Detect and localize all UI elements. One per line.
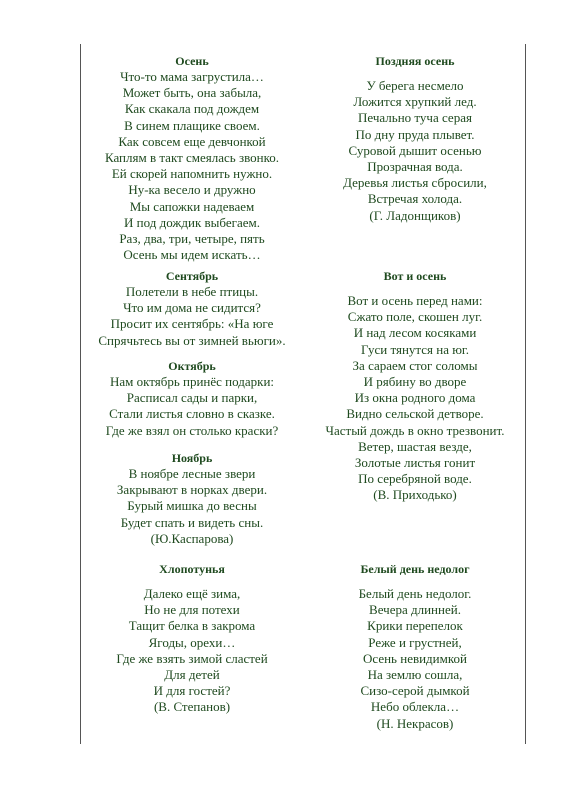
poem-line: В ноябре лесные звери (128, 466, 256, 481)
poem-hlopotunya (86, 561, 298, 716)
poem-line: Осень невидимкой (363, 650, 467, 666)
poem-line: Для детей (164, 667, 220, 683)
poem-line: Спрячьтесь вы от зимней вьюги». (98, 332, 286, 348)
poem-line: У берега несмело (366, 78, 464, 93)
poem-line: Частый дождь в окно трезвонит. (325, 422, 505, 438)
poem-line: Сжато поле, скошен луг. (347, 309, 483, 325)
poem-line: По серебряной воде. (358, 471, 472, 487)
poem-line: Вечера длинней. (369, 602, 461, 618)
poem-line: Закрывают в норках двери. (116, 482, 268, 498)
poem-line: Просит их сентябрь: «На юге (110, 316, 274, 332)
poem-line: И рябину во дворе (363, 374, 467, 390)
poem-line: Ну-ка весело и дружно (128, 182, 256, 198)
poem-line: Встречая холода. (367, 191, 463, 207)
poem-sentyabr (86, 268, 298, 349)
poem-osen (86, 53, 298, 263)
poem-line: Деревья листья сбросили, (343, 175, 487, 191)
poem-line: Что им дома не сидится? (123, 300, 261, 316)
poem-line: И под дождик выбегаем. (124, 214, 260, 230)
poem-lines (308, 293, 522, 504)
poem-line: Ветер, шастая везде, (358, 438, 472, 454)
poem-line: Белый день недолог. (358, 586, 472, 601)
poem-line: И для гостей? (153, 683, 231, 699)
poem-line: Полетели в небе птицы. (125, 284, 259, 299)
poem-line: Видно сельской детворе. (346, 406, 484, 422)
poem-title: Хлопотунья (159, 562, 225, 576)
poem-line: Тащит белка в закрома (128, 618, 256, 634)
poem-line: Далеко ещё зима, (143, 586, 241, 601)
poem-line: Ей скорей напомнить нужно. (111, 166, 273, 182)
poem-lines (86, 586, 298, 716)
poem-title: Осень (175, 54, 209, 68)
poem-line: Нам октябрь принёс подарки: (109, 374, 275, 389)
poem-line: По дну пруда плывет. (355, 126, 475, 142)
poem-line: Мы сапожки надеваем (129, 198, 255, 214)
poem-line: (В. Степанов) (153, 699, 231, 715)
poem-line: Печально туча серая (358, 110, 472, 126)
poem-bely-den-nedolog (308, 561, 522, 732)
poem-line: Небо облекла… (370, 699, 460, 715)
poem-oktyabr (86, 358, 298, 439)
poem-line: Расписал сады и парки, (126, 390, 258, 406)
poem-line: Стали листья словно в сказке. (109, 406, 275, 422)
poem-line: За сараем стог соломы (352, 357, 478, 373)
poem-line: Как совсем еще девчонкой (118, 133, 266, 149)
poem-line: Где же взял он столько краски? (105, 422, 279, 438)
poem-vot-i-osen (308, 268, 522, 504)
poem-line: Из окна родного дома (354, 390, 476, 406)
poem-lines (86, 284, 298, 349)
poem-line: Может быть, она забыла, (122, 85, 262, 101)
poem-line: В синем плащике своем. (124, 117, 260, 133)
poem-line: Сизо-серой дымкой (360, 683, 470, 699)
poem-title: Вот и осень (383, 269, 447, 283)
poem-line: И над лесом косяками (353, 325, 477, 341)
poem-line: (Ю.Каспарова) (150, 530, 234, 546)
poem-line: На землю сошла, (367, 667, 463, 683)
poem-line: Бурый мишка до весны (127, 498, 257, 514)
poem-line: Ложится хрупкий лед. (353, 94, 477, 110)
poem-line: (Н. Некрасов) (376, 715, 454, 731)
poem-line: Вот и осень перед нами: (347, 293, 483, 308)
poem-title: Белый день недолог (360, 562, 470, 576)
poem-noyabr (86, 450, 298, 547)
poem-title: Октябрь (168, 359, 216, 373)
poem-lines (86, 374, 298, 439)
poem-title: Ноябрь (171, 451, 213, 465)
poem-line: Раз, два, три, четыре, пять (119, 231, 265, 247)
poem-line: Гуси тянутся на юг. (360, 341, 470, 357)
poem-line: Золотые листья гонит (354, 455, 476, 471)
poem-line: Прозрачная вода. (367, 159, 463, 175)
poem-line: Как скакала под дождем (124, 101, 260, 117)
poem-lines (308, 586, 522, 732)
poem-line: Каплям в такт смеялась звонко. (104, 150, 280, 166)
poem-lines (308, 78, 522, 224)
poem-line: (Г. Ладонщиков) (369, 207, 461, 223)
poem-line: Осень мы идем искать… (123, 247, 261, 263)
poem-lines (86, 69, 298, 263)
poem-line: Ягоды, орехи… (148, 634, 236, 650)
poem-title: Поздняя осень (375, 54, 455, 68)
poem-line: Будет спать и видеть сны. (120, 514, 264, 530)
poem-line: Суровой дышит осенью (348, 142, 482, 158)
poem-line: Но не для потехи (144, 602, 240, 618)
poem-line: Крики перепелок (367, 618, 463, 634)
poem-lines (86, 466, 298, 547)
poem-line: Где же взять зимой сластей (116, 650, 268, 666)
poem-line: Что-то мама загрустила… (120, 69, 264, 84)
poem-line: Реже и грустней, (368, 634, 462, 650)
poem-line: (В. Приходько) (373, 487, 457, 503)
poem-pozdnyaya-osen (308, 53, 522, 224)
poem-title: Сентябрь (165, 269, 219, 283)
